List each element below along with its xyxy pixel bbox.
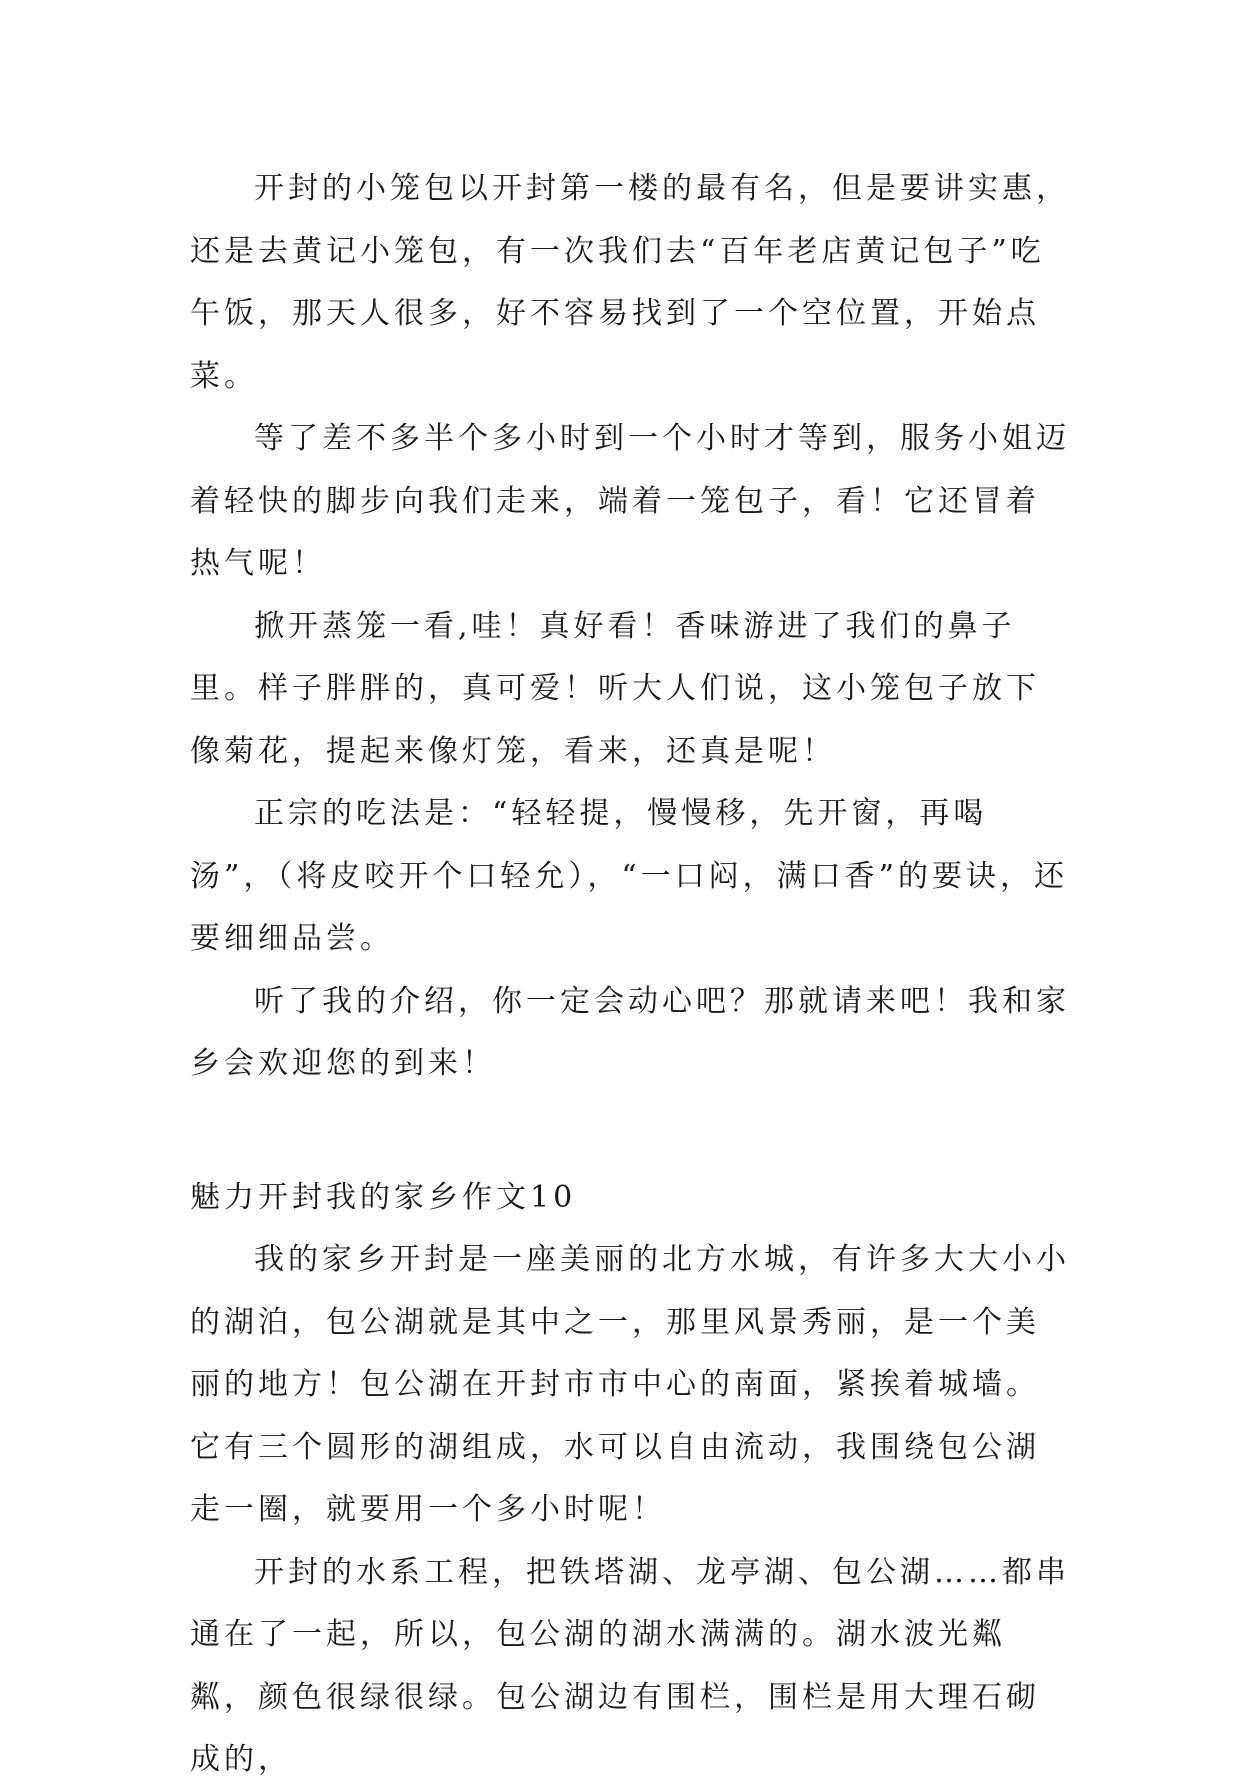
section-title: 魅力开封我的家乡作文10 [190, 1179, 577, 1215]
paragraph-invitation: 听了我的介绍，你一定会动心吧？那就请来吧！我和家乡会欢迎您的到来！ [190, 983, 1070, 1081]
paragraph-eating-method: 正宗的吃法是：“轻轻提，慢慢移，先开窗，再喝汤”，（将皮咬开个口轻允），“一口闷，满口香”的要诀，还要细细品尝。 [190, 796, 1069, 956]
paragraph-steamer: 掀开蒸笼一看,哇！真好看！香味游进了我们的鼻子里。样子胖胖的，真可爱！听大人们说，这小笼包子放下像菊花，提起来像灯笼，看来，还真是呢！ [190, 608, 1040, 769]
paragraph-water-system: 开封的水系工程，把铁塔湖、龙亭湖、包公湖……都串通在了一起，所以，包公湖的湖水满满的。湖水波光粼粼，颜色很绿很绿。包公湖边有围栏，围栏是用大理石砌成的， [190, 1554, 1070, 1777]
paragraph-xiaolongbao-intro: 开封的小笼包以开封第一楼的最有名，但是要讲实惠，还是去黄记小笼包，有一次我们去“百年老店黄记包子”吃午饭，那天人很多，好不容易找到了一个空位置，开始点菜。 [190, 171, 1070, 394]
paragraph-baogong-lake: 我的家乡开封是一座美丽的北方水城，有许多大大小小的湖泊，包公湖就是其中之一，那里风景秀丽，是一个美丽的地方！包公湖在开封市市中心的南面，紧挨着城墙。它有三个圆形的湖组成，水可以自由流动，我围绕包公湖走一圈，就要用一个多小时呢！ [190, 1242, 1070, 1527]
document-page [190, 158, 1070, 1792]
paragraph-waiting: 等了差不多半个多小时到一个小时才等到，服务小姐迈着轻快的脚步向我们走来，端着一笼包子，看！它还冒着热气呢！ [190, 421, 1070, 581]
